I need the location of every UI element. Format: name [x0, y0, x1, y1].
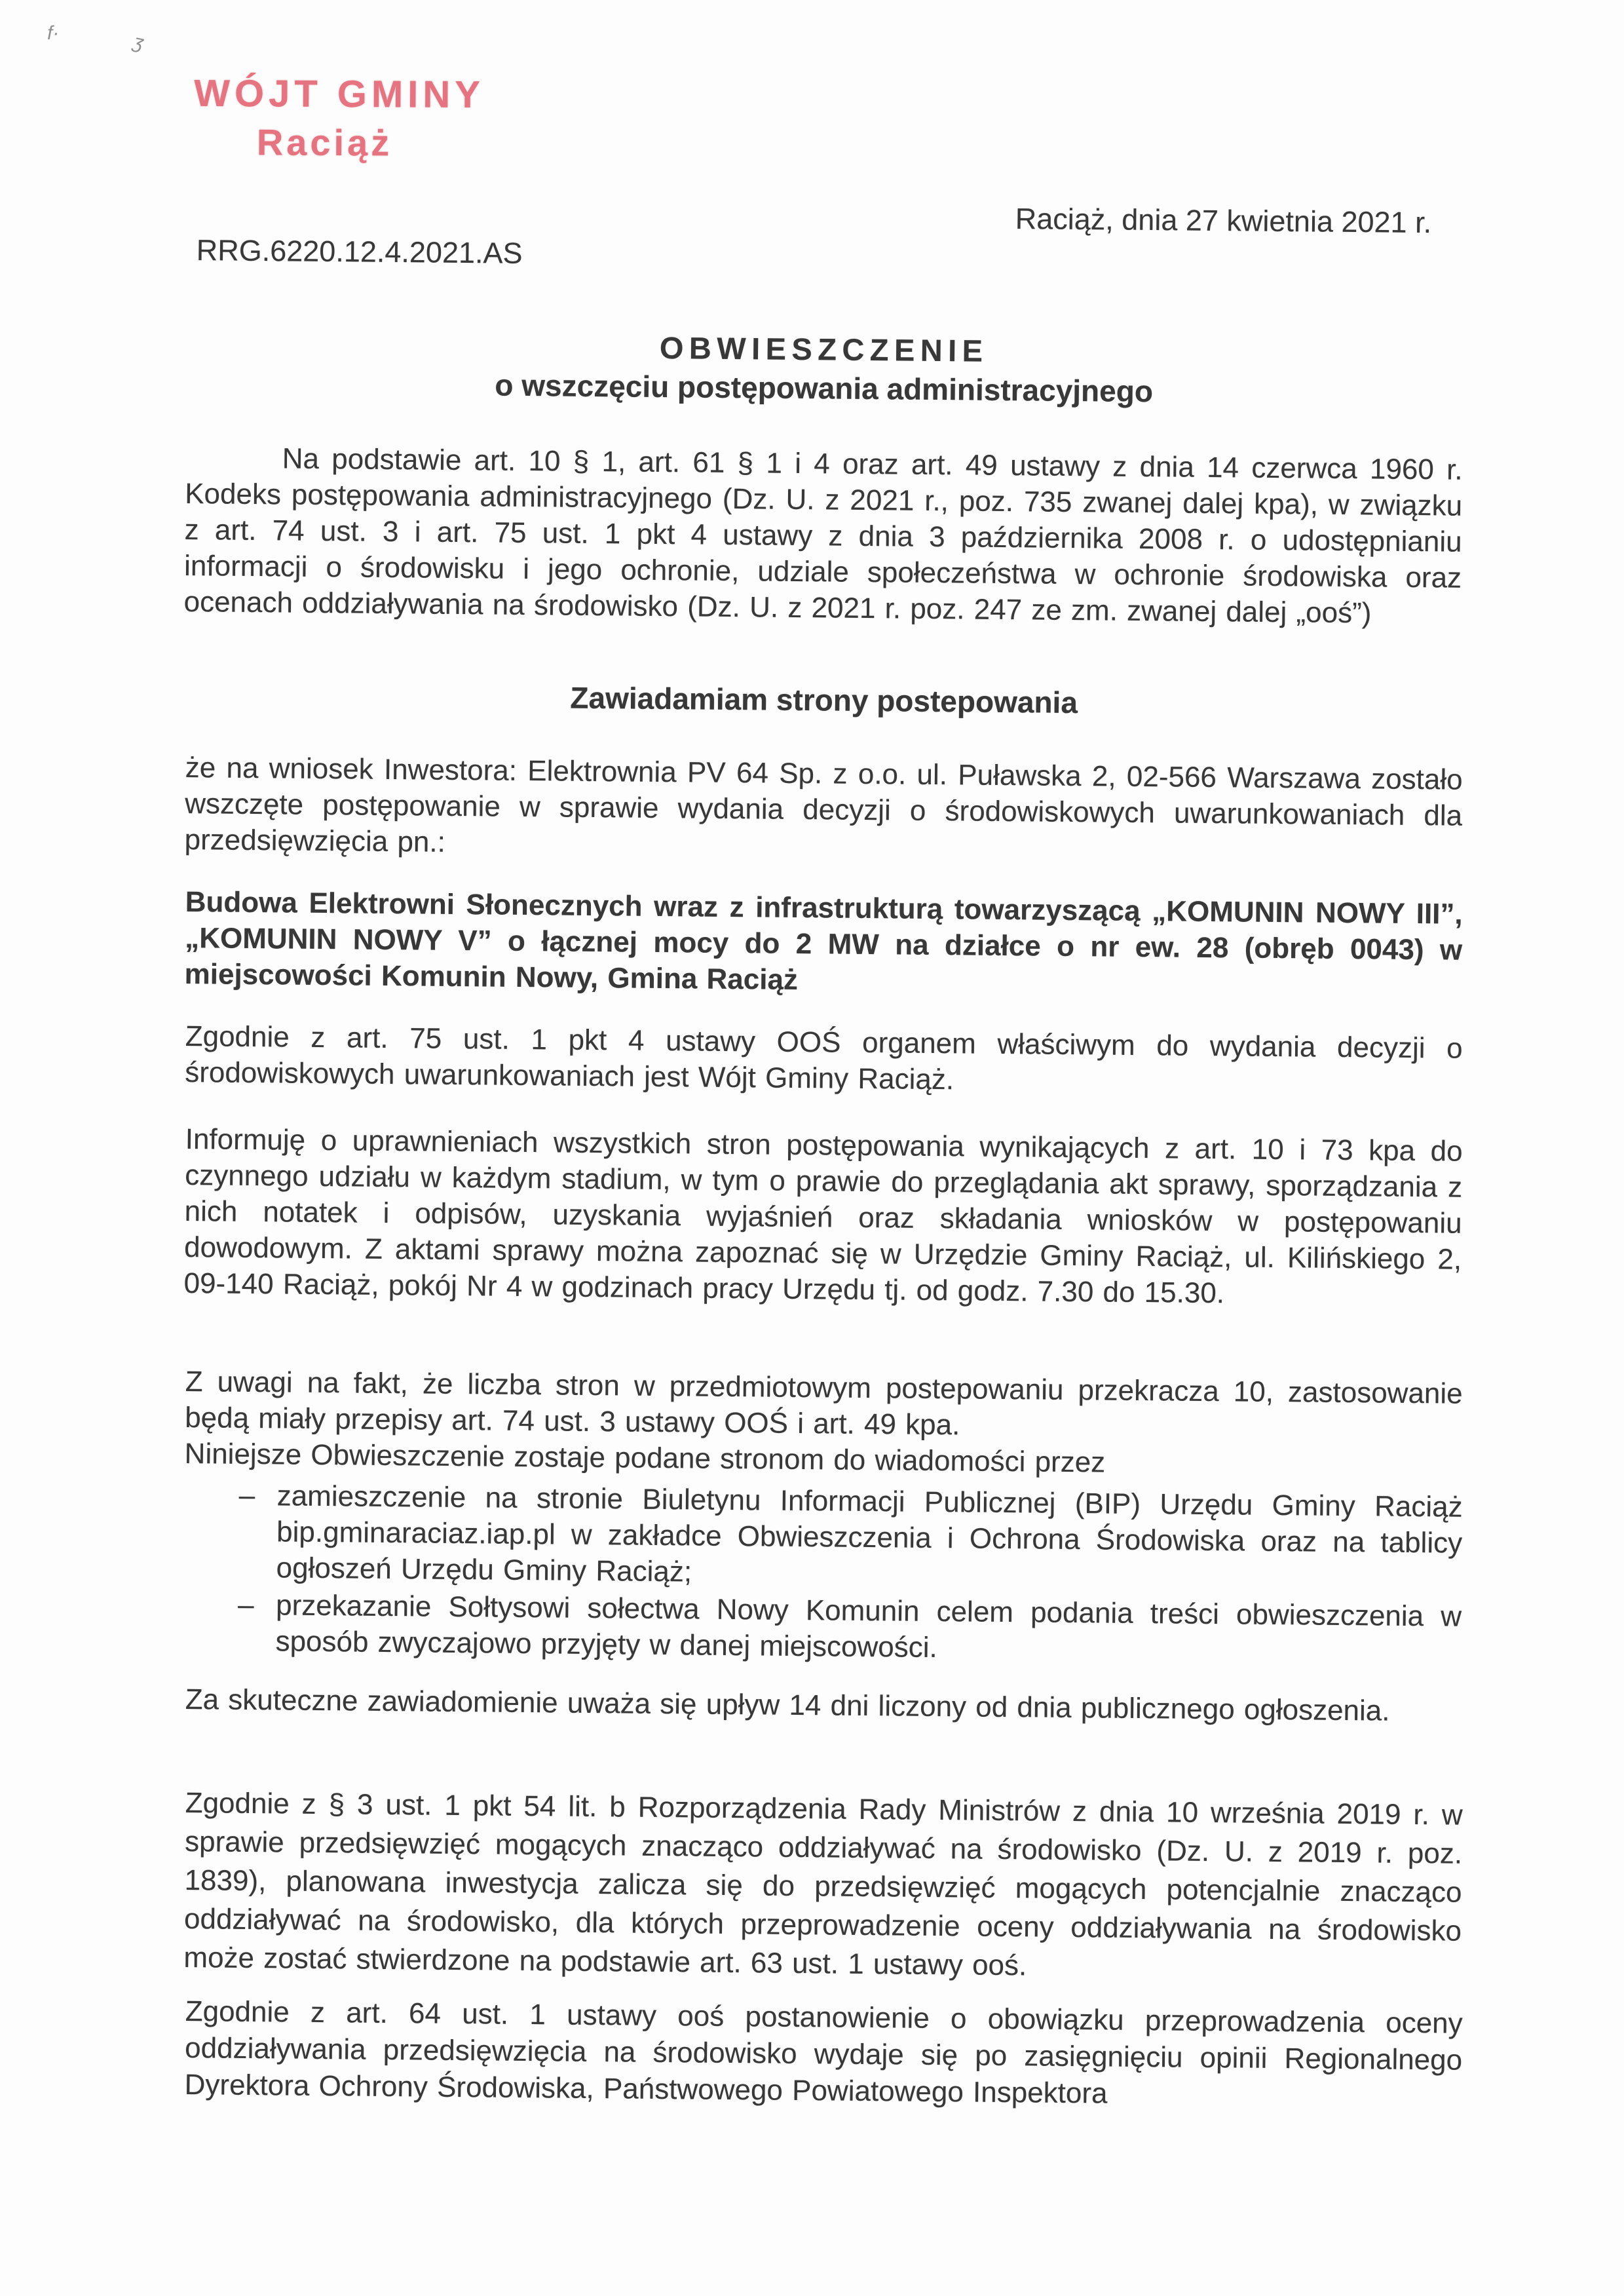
- paragraph-effective-notice: Za skuteczne zawiadomienie uważa się upływ 14 dni liczony od dnia publicznego ogłoszenia.: [185, 1683, 1390, 1727]
- paragraph-project-name: Budowa Elektrowni Słonecznych wraz z infrastrukturą towarzyszącą „KOMUNIN NOWY III”, „KOMUNIN NOWY V” o łącznej mocy do 2 MW na działce o nr ew. 28 (obręb 0043) w miejscowości Komunin Nowy, Gmina Raciąż: [184, 885, 1463, 996]
- paragraph-competent-authority: Zgodnie z art. 75 ust. 1 pkt 4 ustawy OOŚ organem właściwym do wydania decyzji o środowiskowych uwarunkowaniach jest Wójt Gminy Raciąż.: [184, 1020, 1463, 1096]
- parties-count-text: Z uwagi na fakt, że liczba stron w przedmiotowym postepowaniu przekracza 10, zastosowanie będą miały przepisy art. 74 ust. 3 ustawy OOŚ i art. 49 kpa.: [184, 1365, 1463, 1442]
- pencil-mark: ʒ: [131, 30, 146, 54]
- reference-number: RRG.6220.12.4.2021.AS: [196, 233, 523, 270]
- paragraph-request-info: że na wniosek Inwestora: Elektrownia PV 64 Sp. z o.o. ul. Puławska 2, 02-566 Warszawa zostało wszczęte postępowanie w sprawie wydania decyzji o środowiskowych uwarunkowaniach dla przedsięwzięcia pn.:: [184, 751, 1463, 858]
- paragraph-opinions: Zgodnie z art. 64 ust. 1 ustawy ooś postanowienie o obowiązku przeprowadzenia oceny oddziaływania przedsięwzięcia na środowisko wydaje się po zasięgnięciu opinii Regionalnego Dyrektora Ochrony Środowiska, Państwowego Powiatowego Inspektora: [184, 1995, 1463, 2110]
- paragraph-regulation: Zgodnie z § 3 ust. 1 pkt 54 lit. b Rozporządzenia Rady Ministrów z dnia 10 września 2019 r. w sprawie przedsięwzięć mogących znacząco oddziaływać na środowisko (Dz. U. z 2019 r. poz. 1839), planowana inwestycja zalicza się do przedsięwzięć mogących potencjalnie znacząco oddziaływać na środowisko, dla których przeprowadzenie oceny oddziaływania na środowisko może zostać stwierdzone na podstawie art. 63 ust. 1 ustawy ooś.: [183, 1786, 1463, 1982]
- document-place-date: Raciąż, dnia 27 kwietnia 2021 r.: [1015, 202, 1431, 240]
- announcement-intro-text: Niniejsze Obwieszczenie zostaje podane stronom do wiadomości przez: [184, 1437, 1106, 1479]
- stamp-town-name: Raciąż: [256, 121, 393, 164]
- pencil-mark: f·: [47, 22, 60, 44]
- dash-bullet-icon: –: [238, 1479, 255, 1512]
- stamp-office-name: WÓJT GMINY: [194, 71, 485, 117]
- paragraph-parties-count: [184, 1364, 1462, 1484]
- paragraph-legal-basis: Na podstawie art. 10 § 1, art. 61 § 1 i 4 oraz art. 49 ustawy z dnia 14 czerwca 1960 r. Kodeks postępowania administracyjnego (Dz. U. z 2021 r., poz. 735 zwanej dalej kpa), w związku z art. 74 ust. 3 i art. 75 ust. 1 pkt 4 ustawy z dnia 3 października 2008 r. o udostępnianiu informacji o środowisku i jego ochronie, udziale społeczeństwa w ochronie środowiska oraz ocenach oddziaływania na środowisko (Dz. U. z 2021 r. poz. 247 ze zm. zwanej dalej „ooś”): [183, 442, 1463, 630]
- paragraph-parties-rights: Informuję o uprawnieniach wszystkich stron postępowania wynikających z art. 10 i 73 kpa do czynnego udziału w każdym stadium, w tym o prawie do przeglądania akt sprawy, sporządzania z nich notatek i odpisów, uzyskania wyjaśnień oraz składania wniosków w postępowaniu dowodowym. Z aktami sprawy można zapoznać się w Urzędzie Gminy Raciąż, ul. Kilińskiego 2, 09-140 Raciąż, pokój Nr 4 w godzinach pracy Urzędu tj. od godz. 7.30 do 15.30.: [183, 1122, 1463, 1310]
- document-subtitle: o wszczęciu postępowania administracyjnego: [495, 368, 1154, 409]
- list-item-text: przekazanie Sołtysowi sołectwa Nowy Komunin celem podania treści obwieszczenia w sposób zwyczajowo przyjęty w danej miejscowości.: [275, 1589, 1462, 1664]
- list-item: [183, 1586, 1462, 1671]
- mayor-office-stamp: [194, 71, 485, 164]
- document-title: OBWIESZCZENIE: [659, 330, 989, 368]
- heading-notice-parties: Zawiadamiam strony postepowania: [570, 680, 1078, 720]
- list-item-text: zamieszczenie na stronie Biuletynu Informacji Publicznej (BIP) Urzędu Gminy Raciąż bip.gminaraciaz.iap.pl w zakładce Obwieszczenia i Ochrona Środowiska oraz na tablicy ogłoszeń Urzędu Gminy Raciąż;: [276, 1480, 1463, 1588]
- dash-bullet-icon: –: [237, 1588, 254, 1622]
- announcement-methods-list: [183, 1477, 1463, 1672]
- list-item: [184, 1477, 1462, 1598]
